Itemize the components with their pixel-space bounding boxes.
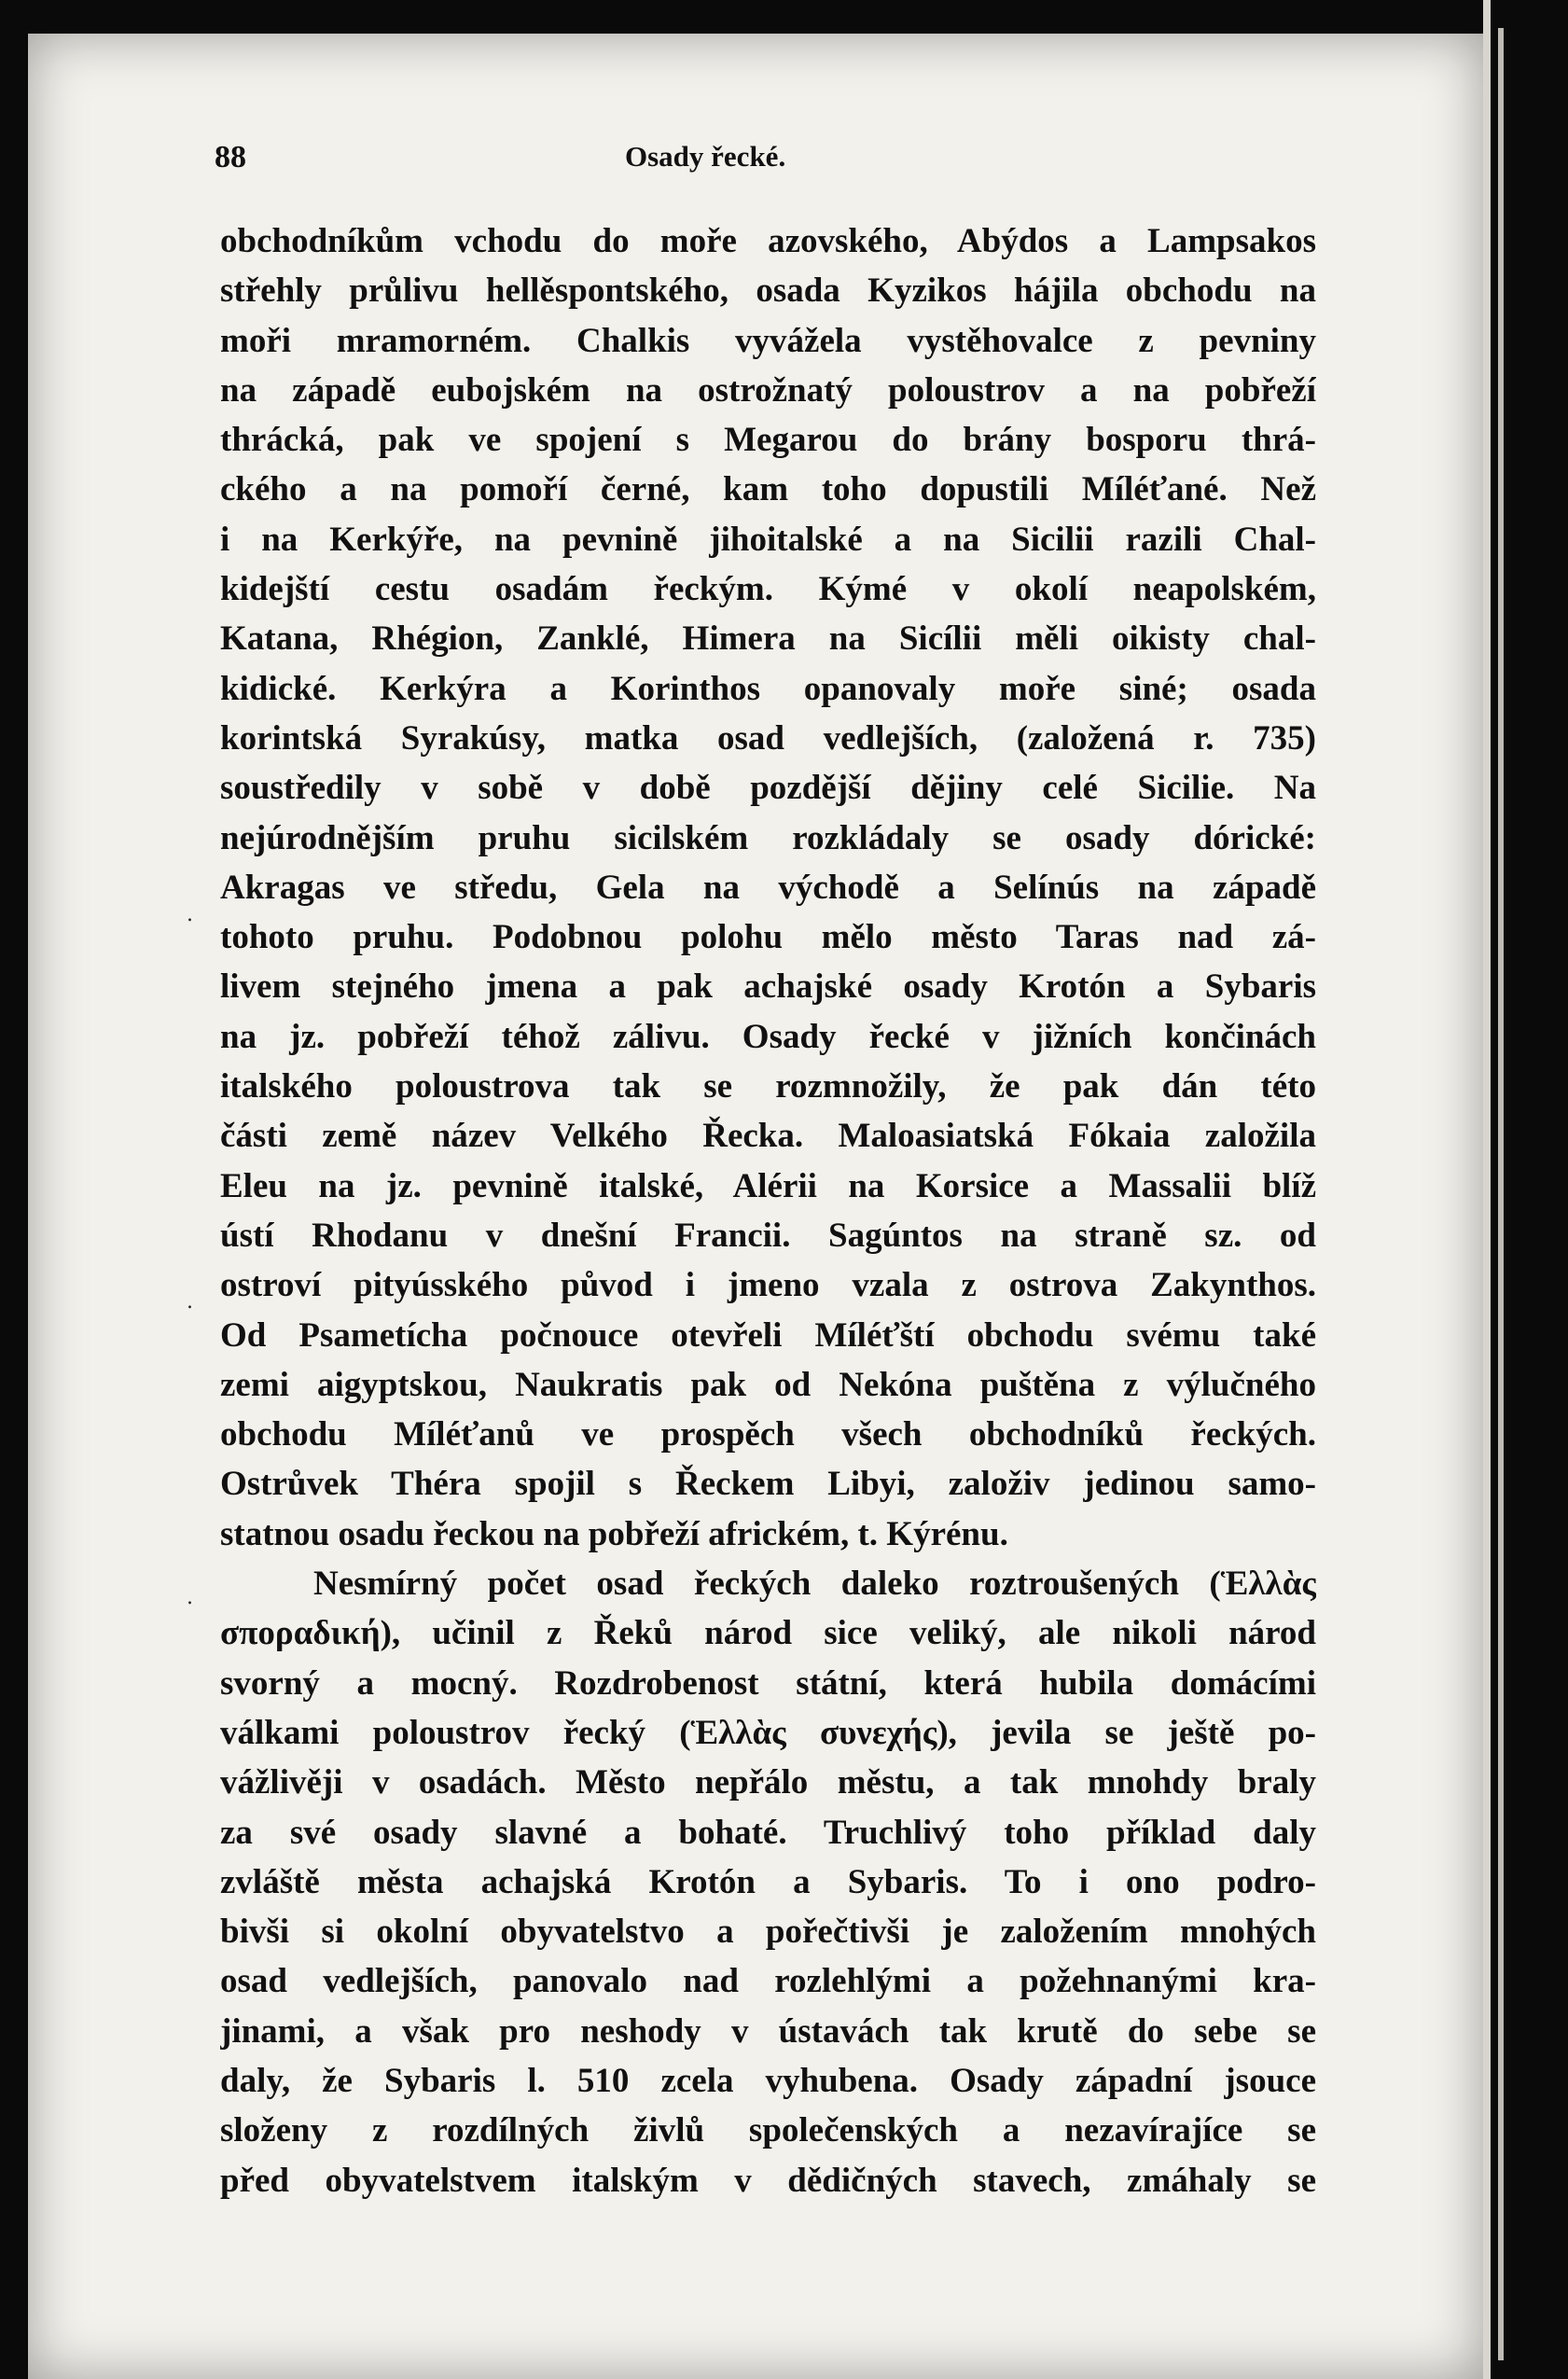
text-line: střehly průlivu hellěspontského, osada Kyzikos hájila obchodu na [220, 271, 1316, 311]
text-line: Eleu na jz. pevnině italské, Alérii na Korsice a Massalii blíž [220, 1166, 1316, 1205]
text-line: na západě eubojském na ostrožnatý poloustrov a na pobřeží [220, 370, 1316, 410]
text-line: válkami poloustrov řecký (Ἑλλὰς συνεχής), jevila se ještě po- [220, 1713, 1316, 1752]
text-line: italského poloustrova tak se rozmnožily, že pak dán této [220, 1067, 1316, 1106]
text-line: livem stejného jmena a pak achajské osady Krotón a Sybaris [220, 967, 1316, 1007]
running-title: Osady řecké. [625, 140, 786, 173]
text-line: ústí Rhodanu v dnešní Francii. Sagúntos na straně sz. od [220, 1216, 1316, 1255]
text-line: bivši si okolní obyvatelstvo a pořečtivši je založením mnohých [220, 1913, 1316, 1952]
text-line: jinami, a však pro neshody v ústavách tak krutě do sebe se [220, 2011, 1316, 2051]
text-line: thrácká, pak ve spojení s Megarou do brány bosporu thrá- [220, 421, 1316, 460]
text-line: ckého a na pomoří černé, kam toho dopustili Míléťané. Než [220, 470, 1316, 509]
text-line: nejúrodnějším pruhu sicilském rozkládaly se osady dórické: [220, 818, 1316, 857]
text-line: i na Kerkýře, na pevnině jihoitalské a na Sicilii razili Chal- [220, 520, 1316, 559]
text-line: Katana, Rhégion, Zanklé, Himera na Sicílii měli oikisty chal- [220, 619, 1316, 659]
page-header [215, 140, 1315, 177]
text-line: Od Psametícha počnouce otevřeli Míléťští obchodu svému také [220, 1315, 1316, 1355]
margin-dot: . [187, 903, 193, 926]
text-line: σποραδική), učinil z Řeků národ sice veliký, ale nikoli národ [220, 1614, 1316, 1653]
text-line: před obyvatelstvem italským v dědičných stavech, zmáhaly se [220, 2161, 1316, 2200]
text-line: obchodu Míléťanů ve prospěch všech obchodníků řeckých. [220, 1415, 1316, 1454]
text-line: soustředily v sobě v době pozdější dějiny celé Sicilie. Na [220, 769, 1316, 808]
page-edge [1483, 0, 1491, 2379]
text-line: zemi aigyptskou, Naukratis pak od Nekóna puštěna z výlučného [220, 1365, 1316, 1404]
text-line: části země název Velkého Řecka. Maloasiatská Fókaia založila [220, 1117, 1316, 1156]
text-line: ostroví pityúsského původ i jmeno vzala z ostrova Zakynthos. [220, 1266, 1316, 1305]
text-line: za své osady slavné a bohaté. Truchlivý toho příklad daly [220, 1813, 1316, 1852]
text-line: Ostrůvek Théra spojil s Řeckem Libyi, založiv jedinou samo- [220, 1465, 1316, 1504]
text-line: daly, že Sybaris l. 510 zcela vyhubena. Osady západní jsouce [220, 2061, 1316, 2100]
page-edge-shadow [1498, 28, 1504, 2360]
text-line: svorný a mocný. Rozdrobenost státní, která hubila domácími [220, 1663, 1316, 1703]
text-line: kidické. Kerkýra a Korinthos opanovaly moře siné; osada [220, 669, 1316, 708]
text-line: moři mramorném. Chalkis vyvážela vystěhovalce z pevniny [220, 321, 1316, 360]
text-line: osad vedlejších, panovalo nad rozlehlými a požehnanými kra- [220, 1962, 1316, 2001]
text-line: obchodníkům vchodu do moře azovského, Abýdos a Lampsakos [220, 222, 1316, 260]
body-text [220, 216, 1316, 2205]
page-number: 88 [215, 140, 246, 174]
margin-dot: . [187, 1586, 193, 1609]
text-line: korintská Syrakúsy, matka osad vedlejších, (založená r. 735) [220, 718, 1316, 758]
text-line: zvláště města achajská Krotón a Sybaris. To i ono podro- [220, 1862, 1316, 1901]
text-line: tohoto pruhu. Podobnou polohu mělo město Taras nad zá- [220, 918, 1316, 957]
text-line: kidejští cestu osadám řeckým. Kýmé v okolí neapolském, [220, 570, 1316, 609]
text-line: Nesmírný počet osad řeckých daleko roztroušených (Ἑλλὰς [313, 1565, 1316, 1604]
text-line: statnou osadu řeckou na pobřeží africkém, t. Kýrénu. [220, 1514, 1008, 1553]
text-line: vážlivěji v osadách. Město nepřálo městu, a tak mnohdy braly [220, 1763, 1316, 1802]
text-line: složeny z rozdílných živlů společenských a nezavírajíce se [220, 2111, 1316, 2150]
text-line: na jz. pobřeží téhož zálivu. Osady řecké v jižních končinách [220, 1017, 1316, 1056]
margin-dot: . [187, 1290, 193, 1314]
text-line: Akragas ve středu, Gela na východě a Selínús na západě [220, 868, 1316, 907]
